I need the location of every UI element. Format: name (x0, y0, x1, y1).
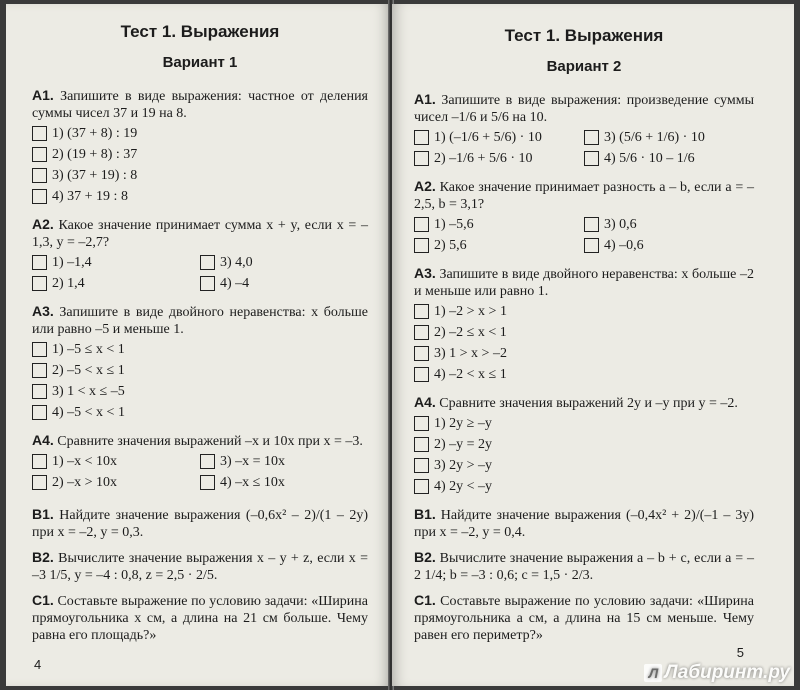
checkbox-icon[interactable] (414, 325, 429, 340)
answer-option[interactable]: 4) 5/6 · 10 – 1/6 (584, 149, 754, 168)
answer-option[interactable]: 1) (37 + 8) : 19 (32, 124, 368, 143)
watermark: Л Лабиринт.ру (644, 662, 790, 684)
question-b1: В1. Найдите значение выражения (–0,6x² – 2)/(1 – 2y) при x = –2, y = 0,3. (32, 506, 369, 540)
page-number: 4 (34, 657, 42, 672)
answer-options-a2 (414, 215, 754, 255)
checkbox-icon[interactable] (584, 217, 599, 232)
checkbox-icon[interactable] (584, 151, 599, 166)
question-a1: А1. Запишите в виде выражения: произведение суммы чисел –1/6 и 5/6 на 10. (414, 91, 754, 125)
question-c1: С1. Составьте выражение по условию задачи: «Ширина прямоугольника x см, а длина на 21 см больше. Чему равна его площадь?» (32, 592, 369, 643)
checkbox-icon[interactable] (32, 189, 47, 204)
variant-heading: Вариант 1 (162, 54, 238, 71)
checkbox-icon[interactable] (32, 168, 47, 183)
page-title: Тест 1. Выражения (120, 22, 280, 41)
answer-options-a4 (414, 414, 754, 496)
answer-option[interactable]: 4) –5 < x < 1 (32, 403, 368, 422)
answer-option[interactable]: 3) 1 > x > –2 (414, 344, 754, 363)
answer-option[interactable]: 2) –5 < x ≤ 1 (32, 361, 368, 380)
answer-option[interactable]: 4) –0,6 (584, 236, 754, 255)
checkbox-icon[interactable] (32, 405, 47, 420)
answer-option[interactable]: 2) 5,6 (414, 236, 584, 255)
question-a2: А2. Какое значение принимает сумма x + y, если x = –1,3, y = –2,7? (32, 216, 369, 250)
checkbox-icon[interactable] (32, 147, 47, 162)
checkbox-icon[interactable] (414, 151, 429, 166)
right-page (392, 4, 794, 686)
answer-option[interactable]: 3) 4,0 (200, 253, 368, 272)
question-a4: А4. Сравните значения выражений 2y и –y при y = –2. (414, 394, 738, 411)
answer-option[interactable]: 4) –2 < x ≤ 1 (414, 365, 754, 384)
variant-heading: Вариант 2 (546, 58, 622, 75)
checkbox-icon[interactable] (414, 130, 429, 145)
checkbox-icon[interactable] (414, 217, 429, 232)
checkbox-icon[interactable] (32, 126, 47, 141)
question-a3: А3. Запишите в виде двойного неравенства: x больше –2 и меньше или равно 1. (414, 265, 754, 299)
answer-option[interactable]: 3) –x = 10x (200, 452, 368, 471)
checkbox-icon[interactable] (32, 384, 47, 399)
checkbox-icon[interactable] (414, 238, 429, 253)
checkbox-icon[interactable] (414, 479, 429, 494)
question-b2: В2. Вычислите значение выражения x – y + z, если x = –3 1/5, y = –4 : 0,8, z = 2,5 · 2/5. (32, 549, 369, 583)
left-page (6, 4, 390, 686)
checkbox-icon[interactable] (584, 130, 599, 145)
answer-options-a2 (32, 253, 368, 293)
answer-option[interactable]: 2) –x > 10x (32, 473, 200, 492)
answer-option[interactable]: 4) 37 + 19 : 8 (32, 187, 368, 206)
checkbox-icon[interactable] (414, 367, 429, 382)
question-a1: А1. Запишите в виде выражения: частное от деления суммы чисел 37 и 19 на 8. (32, 87, 368, 121)
answer-option[interactable]: 3) (5/6 + 1/6) · 10 (584, 128, 754, 147)
checkbox-icon[interactable] (32, 363, 47, 378)
page-number: 5 (736, 645, 744, 660)
answer-option[interactable]: 4) –4 (200, 274, 368, 293)
question-a4: А4. Сравните значения выражений –x и 10x при x = –3. (32, 432, 363, 449)
checkbox-icon[interactable] (200, 276, 215, 291)
question-a3: А3. Запишите в виде двойного неравенства: x больше или равно –5 и меньше 1. (32, 303, 368, 337)
checkbox-icon[interactable] (414, 346, 429, 361)
answer-options-a4 (32, 452, 368, 492)
checkbox-icon[interactable] (32, 454, 47, 469)
answer-option[interactable]: 1) –5 ≤ x < 1 (32, 340, 368, 359)
question-a2: А2. Какое значение принимает разность a – b, если a = –2,5, b = 3,1? (414, 178, 754, 212)
answer-options-a1 (32, 124, 368, 206)
page-title: Тест 1. Выражения (504, 26, 664, 45)
answer-option[interactable]: 2) –y = 2y (414, 435, 754, 454)
answer-option[interactable]: 2) –1/6 + 5/6 · 10 (414, 149, 584, 168)
answer-option[interactable]: 2) (19 + 8) : 37 (32, 145, 368, 164)
checkbox-icon[interactable] (414, 304, 429, 319)
checkbox-icon[interactable] (414, 458, 429, 473)
checkbox-icon[interactable] (32, 475, 47, 490)
answer-option[interactable]: 1) –1,4 (32, 253, 200, 272)
answer-option[interactable]: 2) 1,4 (32, 274, 200, 293)
checkbox-icon[interactable] (414, 416, 429, 431)
answer-option[interactable]: 3) 0,6 (584, 215, 754, 234)
checkbox-icon[interactable] (200, 255, 215, 270)
checkbox-icon[interactable] (200, 475, 215, 490)
checkbox-icon[interactable] (200, 454, 215, 469)
question-b1: В1. Найдите значение выражения (–0,4x² + 2)/(–1 – 3y) при x = –2, y = 0,4. (414, 506, 754, 540)
answer-option[interactable]: 2) –2 ≤ x < 1 (414, 323, 754, 342)
answer-option[interactable]: 3) 2y > –y (414, 456, 754, 475)
checkbox-icon[interactable] (584, 238, 599, 253)
labirint-logo-icon: Л (644, 664, 662, 682)
answer-option[interactable]: 1) (–1/6 + 5/6) · 10 (414, 128, 584, 147)
question-c1: С1. Составьте выражение по условию задачи: «Ширина прямоугольника a см, а длина на 15 см меньше. Чему равен его периметр?» (414, 592, 754, 643)
answer-options-a3 (414, 302, 754, 384)
answer-option[interactable]: 4) 2y < –y (414, 477, 754, 496)
answer-option[interactable]: 1) –x < 10x (32, 452, 200, 471)
answer-option[interactable]: 4) –x ≤ 10x (200, 473, 368, 492)
answer-option[interactable]: 3) 1 < x ≤ –5 (32, 382, 368, 401)
checkbox-icon[interactable] (32, 342, 47, 357)
answer-option[interactable]: 1) 2y ≥ –y (414, 414, 754, 433)
answer-option[interactable]: 1) –5,6 (414, 215, 584, 234)
checkbox-icon[interactable] (32, 255, 47, 270)
question-b2: В2. Вычислите значение выражения a – b + c, если a = –2 1/4; b = –3 : 0,6; c = 1,5 · 2/3. (414, 549, 754, 583)
answer-options-a3 (32, 340, 368, 422)
checkbox-icon[interactable] (32, 276, 47, 291)
answer-options-a1 (414, 128, 754, 168)
answer-option[interactable]: 3) (37 + 19) : 8 (32, 166, 368, 185)
checkbox-icon[interactable] (414, 437, 429, 452)
answer-option[interactable]: 1) –2 > x > 1 (414, 302, 754, 321)
